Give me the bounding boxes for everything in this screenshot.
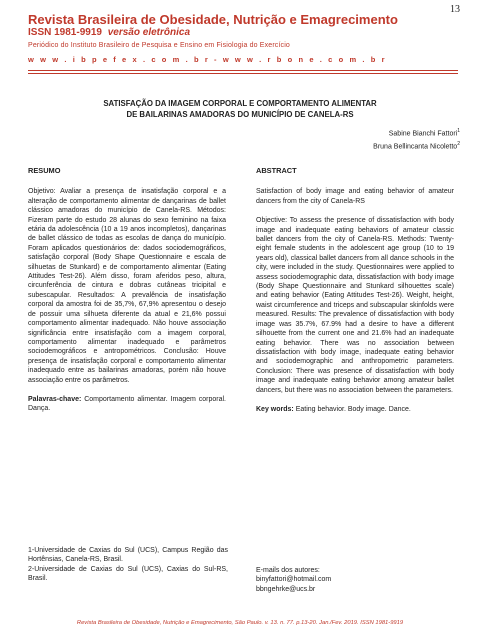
- page-footer-citation: Revista Brasileira de Obesidade, Nutrição e Emagrecimento, São Paulo. v. 13. n. 77. p.13-20. Jan./Fev. 2019. ISSN 1981-9919: [76, 620, 404, 626]
- footnote-2: 2-Universidade de Caxias do Sul (UCS), Caxias do Sul-RS, Brasil.: [28, 565, 228, 583]
- abstract-english-title: Satisfaction of body image and eating behavior of amateur dancers from the city of Canela-RS: [256, 188, 454, 205]
- author-2: Bruna Bellincanta Nicoletto$^2$: [373, 141, 460, 151]
- author-1: Sabine Bianchi Fattori$^1$: [388, 128, 460, 138]
- issn: ISSN 1981-9919: [28, 27, 102, 38]
- abstract-body: Objective: To assess the presence of dissatisfaction with body image and inadequate eating behaviors of amateur classic ballet dancers from the city of Canela-RS. Methods: Twenty-eight female students in the adolescent age group (10 to 19 years old), classical ballet dancers from all dance schools in the city, were included in the study. Questionnaires were applied to assess sociodemographic data, dissatisfaction with body image (Body Shape Questionnaire and Stunkard silhouettes scale) and eating behavior (Eating Attitudes Test-26). Weight, height, waist circumference and triceps and subscapular skinfolds were measured. Results: The prevalence of dissatisfaction with body image was 35.7%, 67.9% had a desire to have a different silhouette from the current one and 21.6% had an inadequate eating behavior. There was no association between dissatisfaction with body image, inadequate eating behavior and sociodemographic and anthropometric parameters. Conclusion: There was presence of dissatisfaction with body image and inadequate eating behavior among amateur ballet dancers, but there was no association between the parameters.: [256, 217, 454, 394]
- header-rule-thin: [28, 73, 458, 74]
- resumo-heading: RESUMO: [28, 166, 61, 175]
- version-label: versão eletrônica: [107, 27, 190, 38]
- author-emails: [256, 566, 456, 594]
- abstract-keywords: [256, 405, 454, 414]
- resumo-keywords-label: Palavras-chave:: [28, 395, 82, 403]
- article-title: [60, 98, 420, 120]
- emails-label: E-mails dos autores:: [256, 567, 320, 574]
- periodico-subtitle: Periódico do Instituto Brasileiro de Pesquisa e Ensino em Fisiologia do Exercício: [28, 42, 290, 49]
- journal-websites: w w w . i b p e f e x . c o m . b r - w w w . r b o n e . c o m . b r: [28, 55, 387, 64]
- abstract-heading: ABSTRACT: [256, 166, 297, 175]
- footnote-1: 1-Universidade de Caxias do Sul (UCS), Campus Região das Hortênsias, Canela-RS, Brasil.: [28, 547, 228, 564]
- resumo-keywords: [28, 395, 226, 414]
- resumo-body: Objetivo: Avaliar a presença de insatisfação corporal e a alteração de comportamento alimentar de dançarinas de ballet clássico amadoras do município de Canela-RS. Métodos: Fizeram parte do estudo 28 alunas do sexo feminino na faixa etária da adolescência (10 a 19 anos incompletos), dançarinas de ballet clássico de todas as escolas de dança do município. Foram aplicados questionários de: dados sociodemográficos, satisfação corporal (Body Shape Questionnaire e escala de silhuetas de Stunkard) e de comportamento alimentar (Eating Attitudes Test-26). Além disso, foram aferidos peso, altura, circunferência de cintura e dobras cutâneas tricipital e subescapular. Resultados: A prevalência de insatisfação corporal da amostra foi de 35,7%, 67,9% apresentou o desejo de possuir uma silhueta diferente da atual e 21,6% possui comportamento alimentar inadequado. Não houve associação significância entre insatisfação com a imagem corporal, comportamento alimentar inadequado e parâmetros sociodemográficos e antropométricos. Conclusão: Houve presença de insatisfação corporal e comportamento alimentar inadequado entre as bailarinas amadoras, porém não houve associação entre os parâmetros.: [28, 188, 226, 384]
- resumo-keywords-text: Comportamento alimentar. Imagem corporal. Dança.: [28, 395, 226, 413]
- abstract-keywords-label: Key words:: [256, 405, 294, 413]
- article-title-line-2: DE BAILARINAS AMADORAS DO MUNICÍPIO DE CANELA-RS: [126, 110, 354, 119]
- email-2: bbngehrke@ucs.br: [256, 585, 316, 593]
- resumo-column: [28, 166, 226, 424]
- abstract-keywords-text: Eating behavior. Body image. Dance.: [295, 405, 411, 413]
- abstract-column: [256, 166, 454, 424]
- email-1: binyfattori@hotmail.com: [256, 576, 332, 584]
- article-title-line-1: SATISFAÇÃO DA IMAGEM CORPORAL E COMPORTAMENTO ALIMENTAR: [103, 99, 377, 108]
- journal-title: Revista Brasileira de Obesidade, Nutrição e Emagrecimento: [28, 12, 398, 27]
- page-number: 13: [450, 4, 460, 15]
- issn-line: [28, 27, 190, 38]
- header-rule: [28, 70, 458, 71]
- author-list: [373, 126, 460, 153]
- affiliation-footnotes: [28, 546, 228, 584]
